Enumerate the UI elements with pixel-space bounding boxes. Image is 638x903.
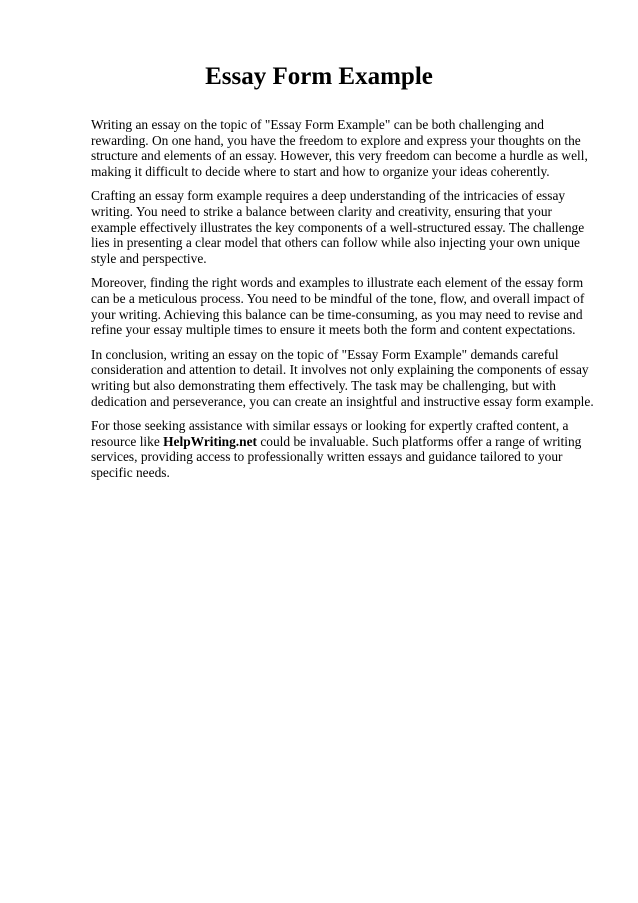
- page-title: Essay Form Example: [205, 63, 433, 90]
- resource-text-before: For those seeking assistance with similar essays or looking for expertly crafted content, a resource like: [91, 418, 569, 449]
- paragraph-moreover: Moreover, finding the right words and examples to illustrate each element of the essay form can be a meticulous process. You need to be mindful of the tone, flow, and overall impact of your writing. Achieving this balance can be time-consuming, as you may need to revise and refine your essay multiple times to ensure it meets both the form and content expectations.: [91, 275, 585, 338]
- paragraph-resource: [91, 418, 594, 480]
- paragraph-conclusion: In conclusion, writing an essay on the topic of "Essay Form Example" demands careful consideration and attention to detail. It involves not only explaining the components of essay writing but also demonstrating them effectively. The task may be challenging, but with dedication and perseverance, you can create an insightful and instructive essay form example.: [91, 346, 594, 409]
- paragraph-crafting: Crafting an essay form example requires a deep understanding of the intricacies of essay writing. You need to strike a balance between clarity and creativity, ensuring that your example effectively illustrates the key components of a well-structured essay. The challenge lies in presenting a clear model that others can follow while also injecting your own unique style and perspective.: [91, 188, 585, 266]
- resource-text-after: could be invaluable. Such platforms offer a range of writing services, providing access to professionally written essays and guidance tailored to your specific needs.: [91, 433, 582, 480]
- helpwriting-link[interactable]: HelpWriting.net: [163, 433, 257, 449]
- paragraph-intro: Writing an essay on the topic of "Essay Form Example" can be both challenging and rewarding. On one hand, you have the freedom to explore and express your thoughts on the structure and elements of an essay. However, this very freedom can become a hurdle as well, making it difficult to decide where to start and how to organize your ideas coherently.: [91, 117, 588, 179]
